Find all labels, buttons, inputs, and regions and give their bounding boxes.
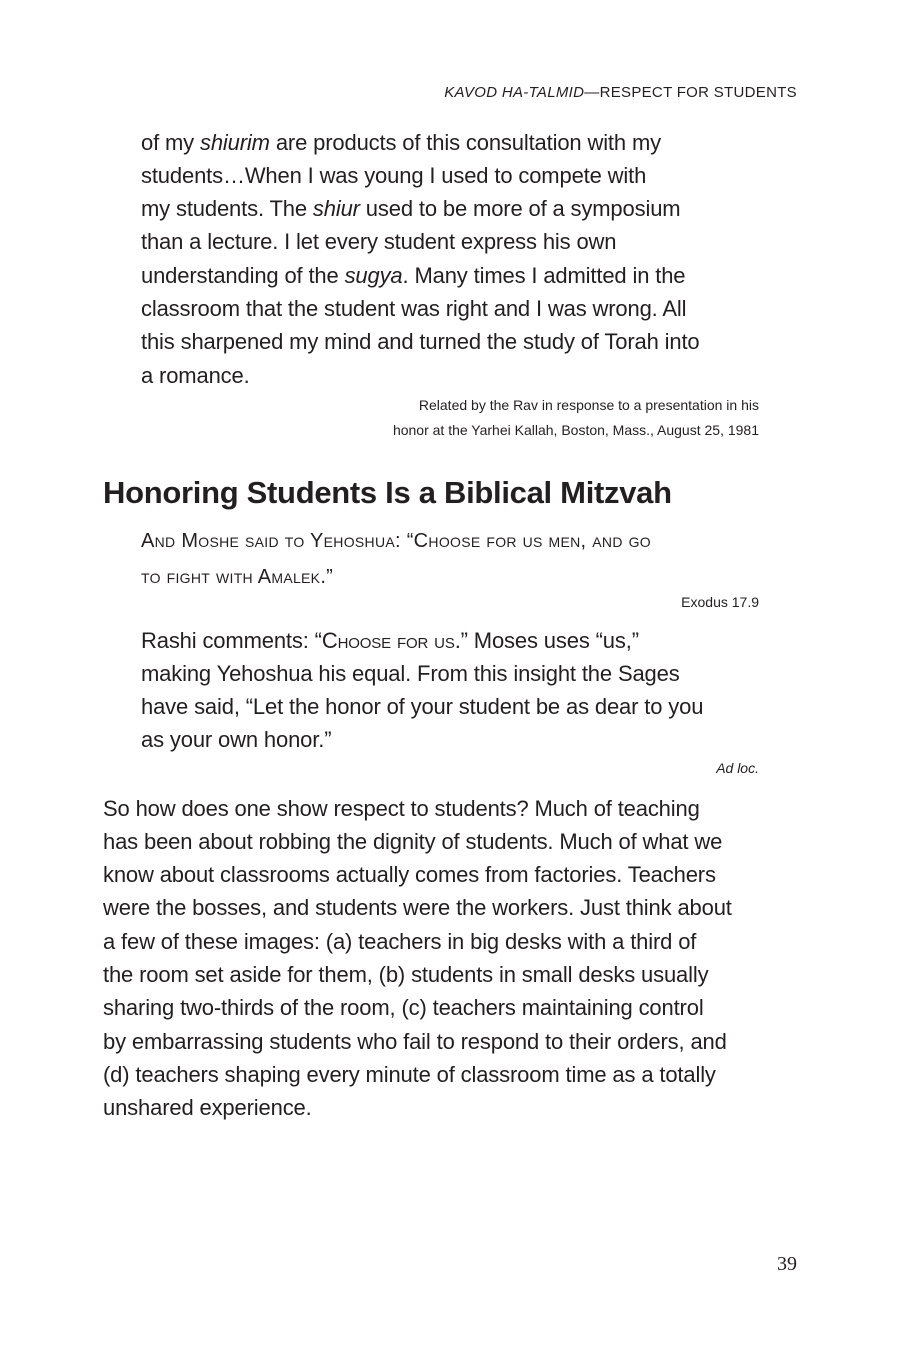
rashi-line: Rashi comments: “Choose for us.” Moses uses “us,” bbox=[141, 628, 639, 653]
quote-line: classroom that the student was right and I was wrong. All bbox=[141, 296, 687, 321]
running-head bbox=[444, 84, 797, 101]
rashi-line: making Yehoshua his equal. From this insight the Sages bbox=[141, 661, 680, 686]
body-line: has been about robbing the dignity of students. Much of what we bbox=[103, 829, 723, 854]
body-line: sharing two-thirds of the room, (c) teachers maintaining control bbox=[103, 995, 704, 1020]
verse-source: Exodus 17.9 bbox=[681, 594, 759, 610]
body-line: unshared experience. bbox=[103, 1095, 312, 1120]
body-line: a few of these images: (a) teachers in big desks with a third of bbox=[103, 929, 697, 954]
quote-line: students…When I was young I used to compete with bbox=[141, 163, 647, 188]
quote-line: my students. The shiur used to be more of a symposium bbox=[141, 196, 681, 221]
verse-line: to fight with Amalek.” bbox=[141, 566, 334, 588]
page-number: 39 bbox=[777, 1253, 797, 1275]
body-line: (d) teachers shaping every minute of classroom time as a totally bbox=[103, 1062, 716, 1087]
quote-line: of my shiurim are products of this consultation with my bbox=[141, 130, 661, 155]
rashi-line: have said, “Let the honor of your student be as dear to you bbox=[141, 694, 704, 719]
body-line: So how does one show respect to students? Much of teaching bbox=[103, 796, 700, 821]
quote-attribution: Related by the Rav in response to a presentation in his bbox=[418, 397, 759, 413]
body-line: know about classrooms actually comes from factories. Teachers bbox=[103, 862, 716, 887]
quote-attribution: honor at the Yarhei Kallah, Boston, Mass., August 25, 1981 bbox=[392, 422, 759, 438]
quote-line: than a lecture. I let every student express his own bbox=[141, 229, 617, 254]
running-head-title: KAVOD HA-TALMID bbox=[444, 84, 585, 101]
body-line: were the bosses, and students were the workers. Just think about bbox=[103, 895, 732, 920]
quote-line: this sharpened my mind and turned the study of Torah into bbox=[141, 329, 700, 354]
rashi-line: as your own honor.” bbox=[141, 727, 332, 752]
rashi-source: Ad loc. bbox=[716, 760, 759, 776]
body-line: the room set aside for them, (b) students in small desks usually bbox=[103, 962, 709, 987]
quote-line: understanding of the sugya. Many times I admitted in the bbox=[141, 263, 686, 288]
verse-line: And Moshe said to Yehoshua: “Choose for us men, and go bbox=[141, 530, 651, 552]
section-heading: Honoring Students Is a Biblical Mitzvah bbox=[103, 475, 672, 510]
running-head-subtitle: —RESPECT FOR STUDENTS bbox=[584, 84, 797, 101]
quote-line: a romance. bbox=[141, 363, 250, 388]
body-line: by embarrassing students who fail to respond to their orders, and bbox=[103, 1029, 727, 1054]
